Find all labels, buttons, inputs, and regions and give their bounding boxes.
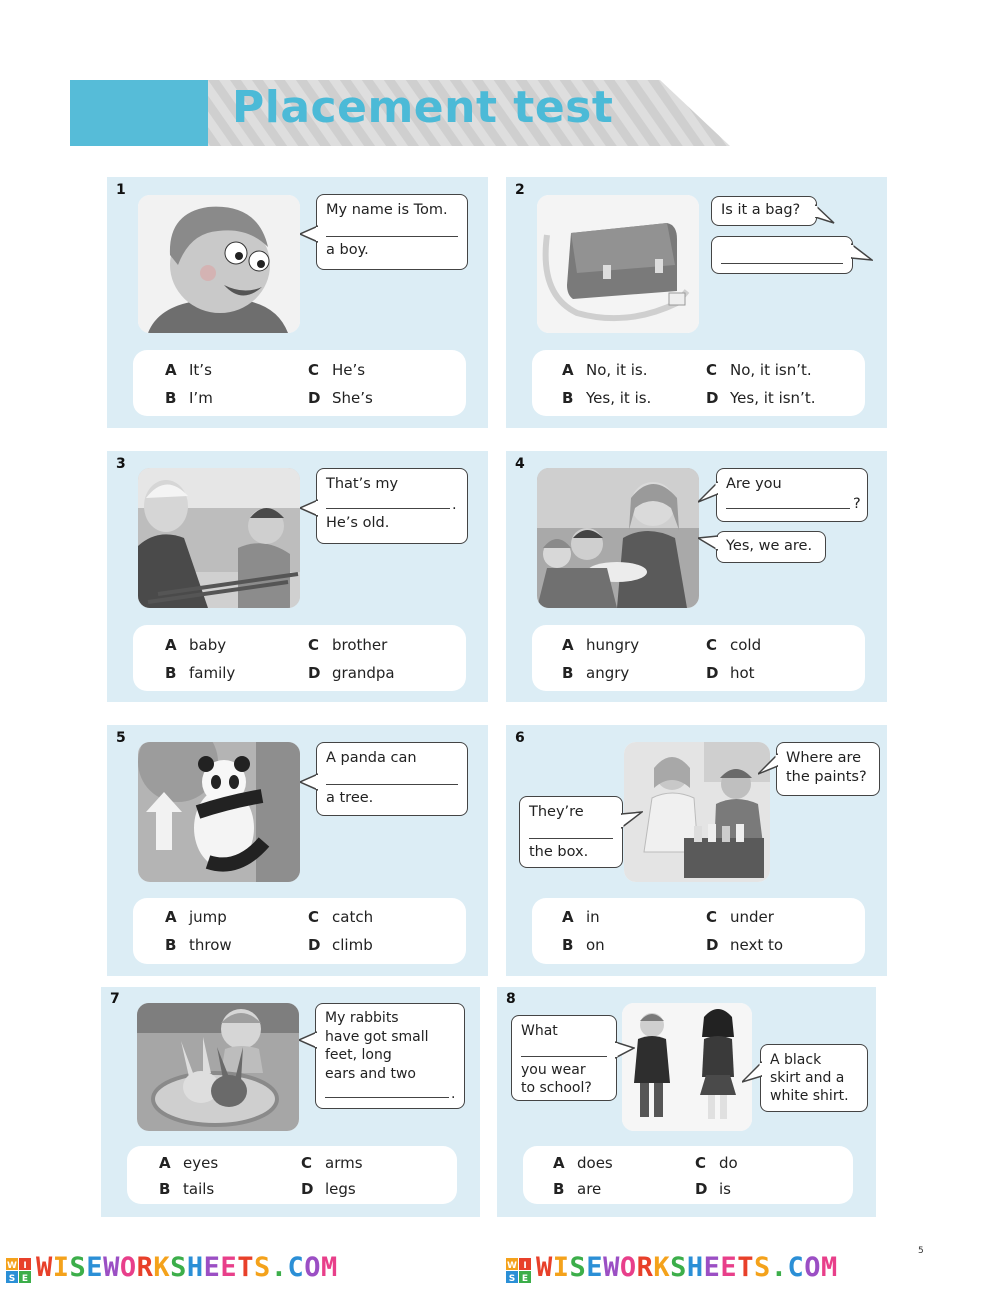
- bubble-text: What: [521, 1023, 558, 1039]
- bubble-text: feet, long: [325, 1047, 392, 1063]
- bubble-text: you wear: [521, 1062, 586, 1078]
- option-a[interactable]: A hungry: [562, 636, 640, 654]
- wise-logo-icon: [6, 1258, 32, 1284]
- watermark-letter: C: [787, 1252, 805, 1283]
- answer-blank[interactable]: [721, 249, 843, 264]
- watermark-letter: K: [153, 1252, 171, 1283]
- watermark-letter: W: [36, 1252, 53, 1283]
- option-c[interactable]: C cold: [706, 636, 762, 654]
- question-number: 1: [116, 182, 126, 198]
- bubble-text: a boy.: [326, 242, 369, 258]
- svg-text:S: S: [8, 1274, 16, 1284]
- watermark-letter: .: [270, 1252, 288, 1283]
- answer-blank[interactable]: [326, 494, 450, 509]
- bubble-tail: [300, 224, 318, 244]
- watermark-letter: C: [287, 1252, 305, 1283]
- grandpa-picture: [138, 468, 300, 608]
- option-a[interactable]: A in: [562, 908, 600, 926]
- watermark-letter: I: [52, 1252, 70, 1283]
- watermark-text: [36, 1252, 338, 1283]
- option-a[interactable]: A jump: [165, 908, 227, 926]
- watermark-letter: O: [304, 1252, 322, 1283]
- rabbits-picture: [137, 1003, 299, 1131]
- watermark-letter: .: [770, 1252, 788, 1283]
- options-box: [133, 350, 466, 416]
- svg-text:E: E: [21, 1274, 29, 1284]
- option-a[interactable]: A baby: [165, 636, 227, 654]
- watermark-letter: M: [321, 1252, 338, 1283]
- watermark-letter: E: [586, 1252, 604, 1283]
- bubble-text: a tree.: [326, 790, 374, 806]
- watermark-letter: S: [69, 1252, 87, 1283]
- watermark-letter: W: [103, 1252, 120, 1283]
- reply-bubble: [760, 1044, 868, 1112]
- bubble-tail: [698, 480, 718, 504]
- option-d[interactable]: D is: [695, 1180, 731, 1198]
- answer-blank[interactable]: [529, 824, 613, 839]
- option-a[interactable]: A It’s: [165, 361, 212, 379]
- option-b[interactable]: B tails: [159, 1180, 215, 1198]
- watermark-letter: E: [86, 1252, 104, 1283]
- watermark-letter: R: [136, 1252, 154, 1283]
- answer-blank[interactable]: [521, 1042, 607, 1057]
- question-number: 6: [515, 730, 525, 746]
- answer-blank[interactable]: [326, 222, 458, 237]
- bubble-tail: [742, 1060, 762, 1086]
- watermark-letter: E: [703, 1252, 721, 1283]
- reply-bubble: [716, 531, 826, 563]
- option-d[interactable]: D hot: [706, 664, 755, 682]
- speech-bubble: [316, 194, 468, 270]
- watermark-letter: T: [237, 1252, 254, 1283]
- speech-bubble: [316, 468, 468, 544]
- options-box: [127, 1146, 457, 1204]
- answer-blank[interactable]: [325, 1083, 449, 1098]
- bubble-text: skirt and a: [770, 1070, 845, 1086]
- svg-text:S: S: [508, 1274, 516, 1284]
- answer-bubble: [711, 236, 853, 274]
- bubble-text: the box.: [529, 844, 589, 860]
- option-d[interactable]: D legs: [301, 1180, 356, 1198]
- page-number: 5: [918, 1246, 924, 1256]
- bubble-text: A black: [770, 1052, 822, 1068]
- watermark-letter: E: [220, 1252, 238, 1283]
- bubble-tail: [615, 1040, 635, 1062]
- bubble-tail: [815, 203, 835, 225]
- bubble-tail: [851, 242, 873, 264]
- bubble-text: A panda can: [326, 750, 417, 766]
- question-bubble: [776, 742, 880, 796]
- option-b[interactable]: B I’m: [165, 389, 213, 407]
- bubble-text: That’s my: [326, 476, 399, 492]
- bubble-tail: [300, 772, 318, 792]
- bubble-text: He’s old.: [326, 515, 390, 531]
- watermark-letter: T: [737, 1252, 754, 1283]
- watermark-letter: S: [753, 1252, 771, 1283]
- option-c[interactable]: C No, it isn’t.: [706, 361, 812, 379]
- watermark-letter: S: [170, 1252, 187, 1283]
- options-box: [532, 625, 865, 691]
- bubble-text: to school?: [521, 1080, 592, 1096]
- options-box: [133, 898, 466, 964]
- question-number: 7: [110, 991, 120, 1007]
- question-number: 3: [116, 456, 126, 472]
- speech-bubble: [315, 1003, 465, 1109]
- option-b[interactable]: B angry: [562, 664, 630, 682]
- watermark-letter: E: [203, 1252, 221, 1283]
- svg-text:W: W: [507, 1261, 517, 1271]
- bubble-question: Is it a bag?: [721, 202, 801, 218]
- panda-picture: [138, 742, 300, 882]
- watermark-letter: K: [653, 1252, 671, 1283]
- watermark-letter: O: [804, 1252, 822, 1283]
- bubble-text: My name is Tom.: [326, 202, 448, 218]
- answer-bubble: [519, 796, 623, 868]
- option-c[interactable]: C He’s: [308, 361, 366, 379]
- bubble-text: have got small: [325, 1028, 429, 1045]
- speech-bubble: [316, 742, 468, 816]
- option-a[interactable]: A eyes: [159, 1154, 219, 1172]
- svg-text:I: I: [23, 1261, 27, 1271]
- bubble-tail: [299, 1030, 317, 1050]
- option-c[interactable]: C do: [695, 1154, 738, 1172]
- children-paints-picture: [624, 742, 770, 882]
- family-picture: [537, 468, 699, 608]
- option-b[interactable]: B on: [562, 936, 605, 954]
- bubble-question: Where are the paints?: [786, 750, 867, 785]
- option-d[interactable]: D Yes, it isn’t.: [706, 389, 816, 407]
- bubble-text: My rabbits: [325, 1010, 399, 1026]
- options-box: [532, 898, 865, 964]
- question-number: 4: [515, 456, 525, 472]
- page-title: Placement test: [232, 82, 614, 133]
- bubble-tail: [621, 810, 643, 834]
- bubble-text: ears and two: [325, 1065, 416, 1082]
- option-d[interactable]: D grandpa: [308, 664, 395, 682]
- watermark-letter: H: [686, 1252, 704, 1283]
- option-d[interactable]: D next to: [706, 936, 784, 954]
- watermark-letter: S: [253, 1252, 271, 1283]
- school-clothes-picture: [622, 1003, 752, 1131]
- wise-logo-icon: [506, 1258, 532, 1284]
- option-a[interactable]: A does: [553, 1154, 613, 1172]
- watermark-letter: W: [536, 1252, 553, 1283]
- bubble-text: They’re: [529, 804, 584, 820]
- options-box: [523, 1146, 853, 1204]
- watermark-letter: M: [821, 1252, 838, 1283]
- option-d[interactable]: D climb: [308, 936, 373, 954]
- bubble-tail: [698, 534, 718, 556]
- watermark-letter: H: [186, 1252, 204, 1283]
- svg-text:W: W: [7, 1261, 17, 1271]
- speech-bubble: [711, 196, 817, 226]
- bubble-tail: [300, 498, 318, 518]
- watermark-letter: E: [720, 1252, 738, 1283]
- svg-text:I: I: [523, 1261, 527, 1271]
- question-number: 2: [515, 182, 525, 198]
- svg-text:E: E: [521, 1274, 529, 1284]
- bag-picture: [537, 195, 699, 333]
- watermark-text: [536, 1252, 838, 1283]
- bubble-tail: [758, 752, 778, 776]
- options-box: [532, 350, 865, 416]
- watermark-letter: R: [636, 1252, 654, 1283]
- punctuation: .: [452, 497, 457, 513]
- options-box: [133, 625, 466, 691]
- option-c[interactable]: C arms: [301, 1154, 363, 1172]
- option-c[interactable]: C brother: [308, 636, 388, 654]
- watermark-letter: O: [119, 1252, 137, 1283]
- bubble-text: Are you: [726, 476, 782, 492]
- option-d[interactable]: D She’s: [308, 389, 373, 407]
- question-number: 8: [506, 991, 516, 1007]
- boy-picture: [138, 195, 300, 333]
- question-bubble: [511, 1015, 617, 1101]
- watermark-letter: S: [569, 1252, 587, 1283]
- option-b[interactable]: B family: [165, 664, 236, 682]
- speech-bubble: [716, 468, 868, 522]
- option-c[interactable]: C under: [706, 908, 774, 926]
- watermark-letter: S: [670, 1252, 687, 1283]
- question-number: 5: [116, 730, 126, 746]
- option-a[interactable]: A No, it is.: [562, 361, 648, 379]
- watermark-letter: W: [603, 1252, 620, 1283]
- option-b[interactable]: B throw: [165, 936, 232, 954]
- punctuation: ?: [853, 496, 861, 512]
- option-c[interactable]: C catch: [308, 908, 374, 926]
- bubble-text: Yes, we are.: [726, 538, 813, 554]
- punctuation: .: [451, 1086, 456, 1102]
- watermark-letter: I: [552, 1252, 570, 1283]
- answer-blank[interactable]: [326, 770, 458, 785]
- answer-blank[interactable]: [726, 494, 850, 509]
- option-b[interactable]: B Yes, it is.: [562, 389, 652, 407]
- watermark-letter: O: [619, 1252, 637, 1283]
- header-accent-block: [70, 80, 208, 146]
- bubble-text: white shirt.: [770, 1088, 849, 1104]
- option-b[interactable]: B are: [553, 1180, 602, 1198]
